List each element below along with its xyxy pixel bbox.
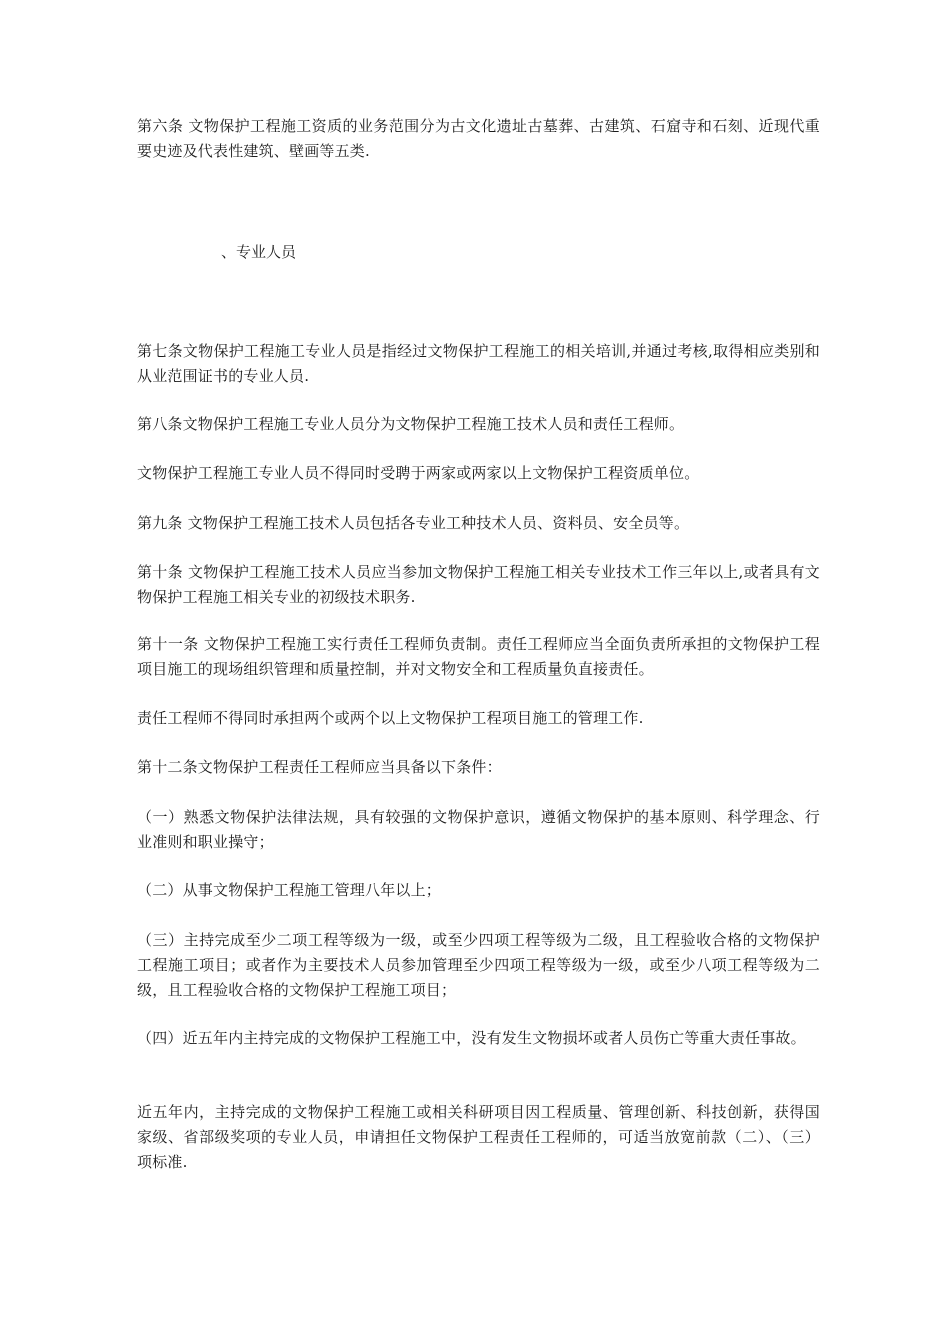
article-9-paragraph: 第九条 文物保护工程施工技术人员包括各专业工种技术人员、资料员、安全员等。 xyxy=(137,514,690,532)
engineer-restriction-paragraph: 责任工程师不得同时承担两个或两个以上文物保护工程项目施工的管理工作. xyxy=(137,709,644,727)
condition-4-paragraph: （四）近五年内主持完成的文物保护工程施工中，没有发生文物损坏或者人员伤亡等重大责任事故。 xyxy=(137,1029,806,1047)
article-6-paragraph: 第六条 文物保护工程施工资质的业务范围分为古文化遗址古墓葬、古建筑、石窟寺和石刻、近现代重要史迹及代表性建筑、壁画等五类. xyxy=(137,117,820,160)
condition-1-paragraph: （一）熟悉文物保护法律法规，具有较强的文物保护意识，遵循文物保护的基本原则、科学理念、行业准则和职业操守； xyxy=(137,808,820,851)
condition-3-paragraph: （三）主持完成至少二项工程等级为一级，或至少四项工程等级为二级，且工程验收合格的文物保护工程施工项目；或者作为主要技术人员参加管理至少四项工程等级为一级，或至少八项工程等级为二级，且工程验收合格的文物保护工程施工项目； xyxy=(137,931,820,999)
staff-restriction-paragraph: 文物保护工程施工专业人员不得同时受聘于两家或两家以上文物保护工程资质单位。 xyxy=(137,464,700,482)
relaxation-paragraph: 近五年内，主持完成的文物保护工程施工或相关科研项目因工程质量、管理创新、科技创新，获得国家级、省部级奖项的专业人员，申请担任文物保护工程责任工程师的，可适当放宽前款（二）、（三）项标准. xyxy=(137,1103,820,1171)
article-12-paragraph: 第十二条文物保护工程责任工程师应当具备以下条件： xyxy=(137,758,502,776)
article-7-paragraph: 第七条文物保护工程施工专业人员是指经过文物保护工程施工的相关培训,并通过考核,取得相应类别和从业范围证书的专业人员. xyxy=(137,342,820,385)
article-11-paragraph: 第十一条 文物保护工程施工实行责任工程师负责制。责任工程师应当全面负责所承担的文物保护工程项目施工的现场组织管理和质量控制，并对文物安全和工程质量负直接责任。 xyxy=(137,635,820,678)
article-10-paragraph: 第十条 文物保护工程施工技术人员应当参加文物保护工程施工相关专业技术工作三年以上,或者具有文物保护工程施工相关专业的初级技术职务. xyxy=(137,563,820,606)
section-heading-professional-staff: 、专业人员 xyxy=(221,243,297,261)
article-8-paragraph: 第八条文物保护工程施工专业人员分为文物保护工程施工技术人员和责任工程师。 xyxy=(137,415,685,433)
condition-2-paragraph: （二）从事文物保护工程施工管理八年以上； xyxy=(137,881,442,899)
